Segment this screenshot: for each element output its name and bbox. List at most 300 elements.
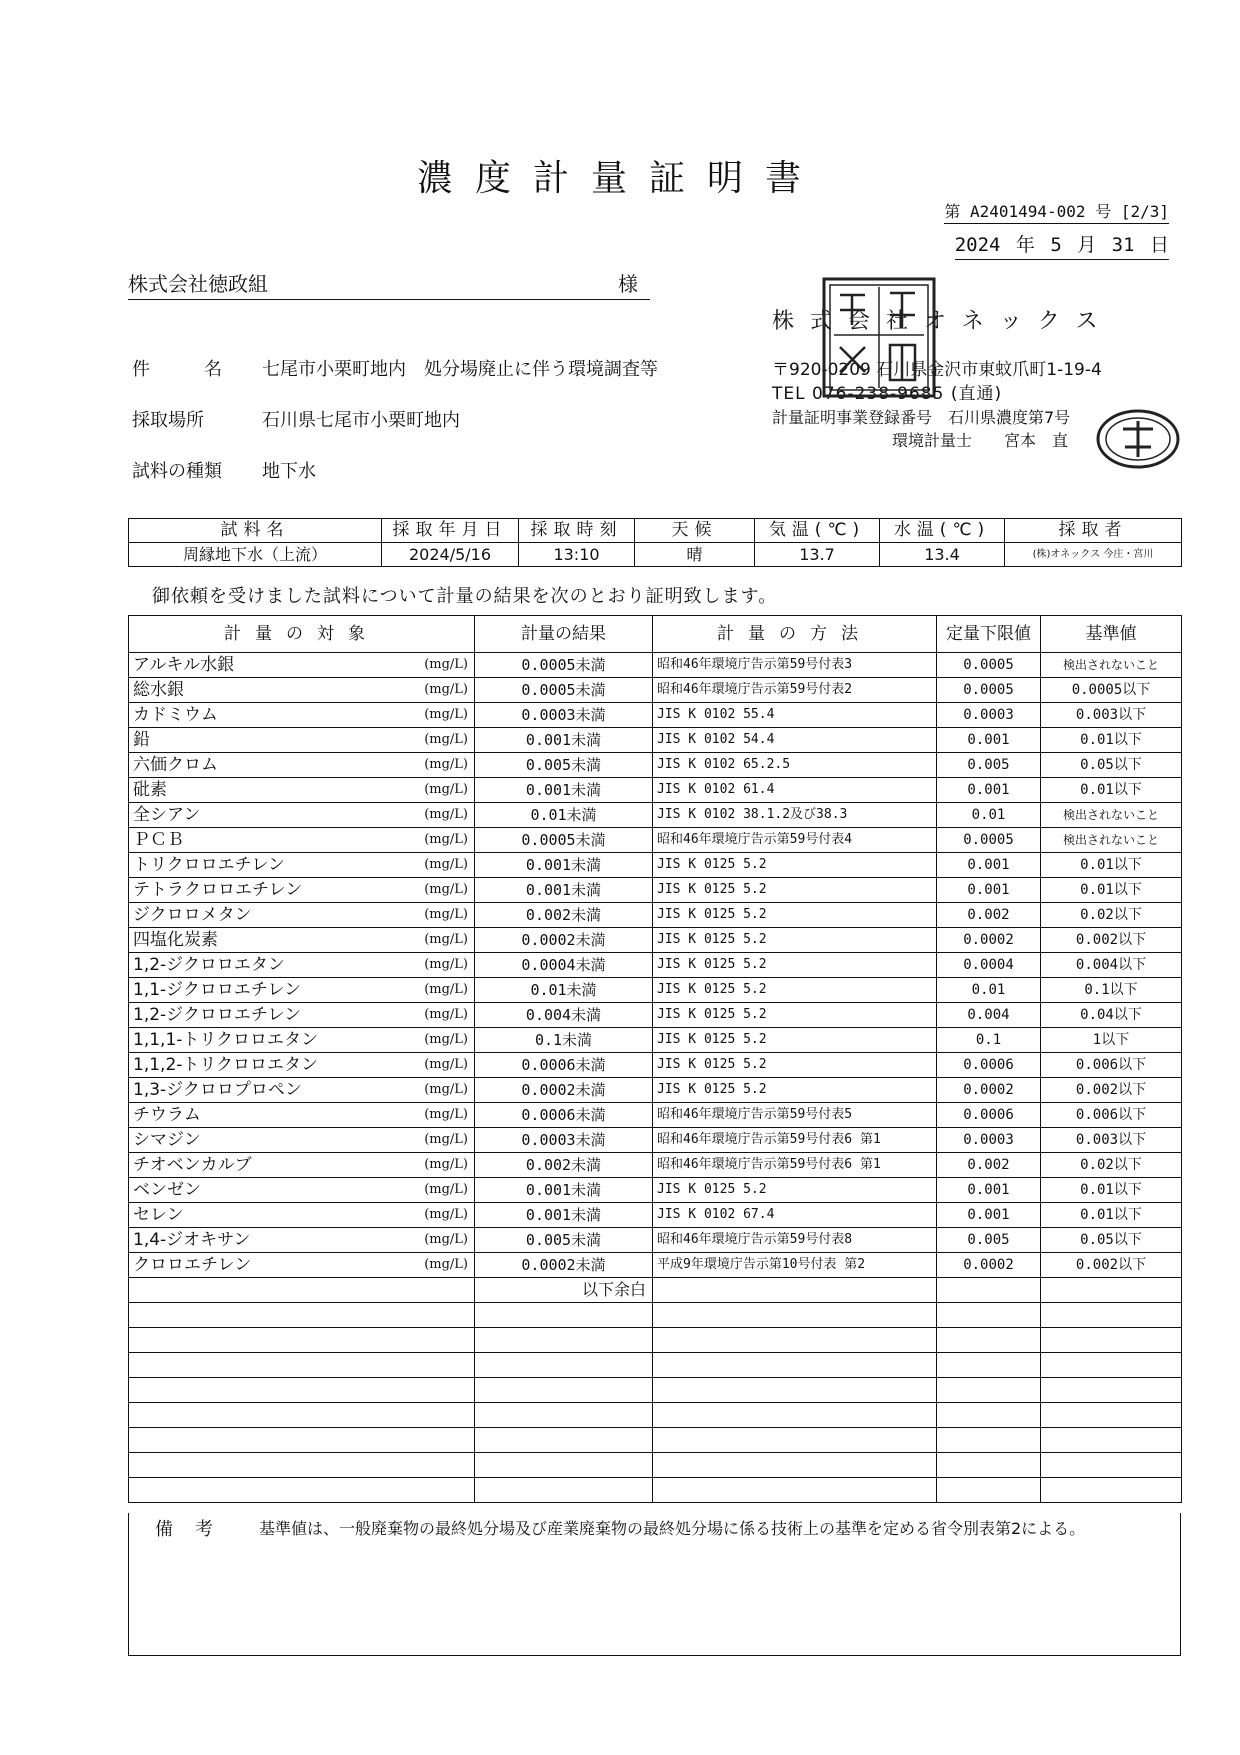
table-row — [129, 728, 1182, 753]
item-label: アルキル水銀 — [133, 655, 235, 675]
method-value: JIS K 0102 55.4 — [653, 703, 937, 728]
blank-cell — [1041, 1403, 1182, 1428]
unit-label: (mg/L) — [424, 1207, 468, 1222]
blank-cell — [1041, 1478, 1182, 1503]
method-value: 昭和46年環境庁告示第59号付表8 — [653, 1228, 937, 1253]
blank-cell — [937, 1378, 1041, 1403]
table-row — [129, 1228, 1182, 1253]
standard-value: 0.003以下 — [1041, 1128, 1182, 1153]
remarks-label: 備考 — [155, 1519, 235, 1540]
standard-value: 0.004以下 — [1041, 953, 1182, 978]
item-label: トリクロロエチレン — [133, 855, 285, 875]
unit-label: (mg/L) — [424, 1107, 468, 1122]
table-row — [129, 1103, 1182, 1128]
method-value: JIS K 0125 5.2 — [653, 953, 937, 978]
unit-label: (mg/L) — [424, 782, 468, 797]
result-value: 0.001未満 — [475, 878, 653, 903]
result-value: 0.005未満 — [475, 1228, 653, 1253]
standard-value: 0.01以下 — [1041, 878, 1182, 903]
remarks-text: 基準値は、一般廃棄物の最終処分場及び産業廃棄物の最終処分場に係る技術上の基準を定める省令別表第2による。 — [259, 1519, 1086, 1538]
limit-value: 0.0002 — [937, 1078, 1041, 1103]
standard-value: 0.0005以下 — [1041, 678, 1182, 703]
result-value: 0.0006未満 — [475, 1103, 653, 1128]
blank-cell — [653, 1403, 937, 1428]
blank-cell — [1041, 1328, 1182, 1353]
item-name — [129, 828, 475, 853]
blank-cell — [653, 1428, 937, 1453]
standard-value: 0.01以下 — [1041, 728, 1182, 753]
blank-cell — [653, 1303, 937, 1328]
limit-value: 0.001 — [937, 778, 1041, 803]
item-label: 六価クロム — [133, 755, 218, 775]
item-label: ＰＣＢ — [133, 830, 184, 850]
limit-value: 0.0002 — [937, 928, 1041, 953]
item-name — [129, 928, 475, 953]
result-value: 0.001未満 — [475, 1203, 653, 1228]
item-name — [129, 1203, 475, 1228]
certifier-name: 環境計量士 宮本 直 — [892, 431, 1069, 450]
result-value: 0.001未満 — [475, 778, 653, 803]
limit-value: 0.001 — [937, 1203, 1041, 1228]
sampler: (株)オネックス 今庄・宮川 — [1005, 543, 1182, 567]
standard-value: 0.002以下 — [1041, 1078, 1182, 1103]
result-value: 0.001未満 — [475, 1178, 653, 1203]
item-label: 1,1,1-トリクロロエタン — [133, 1030, 319, 1050]
blank-cell — [653, 1278, 937, 1303]
unit-label: (mg/L) — [424, 757, 468, 772]
method-value: 昭和46年環境庁告示第59号付表4 — [653, 828, 937, 853]
blank-cell — [475, 1378, 653, 1403]
blank-cell — [129, 1278, 475, 1303]
result-value: 0.0005未満 — [475, 653, 653, 678]
certificate-number: 第 A2401494-002 号 [2/3] — [944, 199, 1169, 224]
item-name — [129, 1153, 475, 1178]
sample-type-label: 試料の種類 — [132, 461, 222, 482]
results-table — [128, 615, 1182, 1503]
method-value: JIS K 0102 65.2.5 — [653, 753, 937, 778]
blank-cell — [937, 1328, 1041, 1353]
unit-label: (mg/L) — [424, 1132, 468, 1147]
blank-cell — [475, 1303, 653, 1328]
header-cell: 天候 — [635, 519, 755, 543]
table-row — [129, 853, 1182, 878]
blank-row — [129, 1478, 1182, 1503]
limit-value: 0.001 — [937, 728, 1041, 753]
subject-label: 件 名 — [132, 359, 222, 380]
end-row — [129, 1278, 1182, 1303]
blank-cell — [937, 1303, 1041, 1328]
table-row — [129, 1003, 1182, 1028]
unit-label: (mg/L) — [424, 932, 468, 947]
item-name — [129, 978, 475, 1003]
blank-cell — [129, 1303, 475, 1328]
blank-cell — [1041, 1353, 1182, 1378]
item-name — [129, 1228, 475, 1253]
item-label: 四塩化炭素 — [133, 930, 218, 950]
item-name — [129, 753, 475, 778]
method-value: JIS K 0125 5.2 — [653, 1028, 937, 1053]
result-value: 0.0002未満 — [475, 1078, 653, 1103]
sample-time: 13:10 — [519, 543, 635, 567]
table-row — [129, 1178, 1182, 1203]
blank-cell — [653, 1328, 937, 1353]
blank-cell — [937, 1478, 1041, 1503]
item-name — [129, 1053, 475, 1078]
standard-value: 検出されないこと — [1041, 653, 1182, 678]
blank-row — [129, 1403, 1182, 1428]
limit-value: 0.005 — [937, 1228, 1041, 1253]
header-cell: 計量の対象 — [129, 616, 475, 653]
registration-number: 計量証明事業登録番号 石川県濃度第7号 — [772, 408, 1071, 427]
result-value: 0.0003未満 — [475, 703, 653, 728]
standard-value: 検出されないこと — [1041, 828, 1182, 853]
result-value: 0.0003未満 — [475, 1128, 653, 1153]
method-value: JIS K 0125 5.2 — [653, 928, 937, 953]
result-value: 0.004未満 — [475, 1003, 653, 1028]
blank-cell — [1041, 1453, 1182, 1478]
blank-cell — [653, 1353, 937, 1378]
item-label: 1,1-ジクロロエチレン — [133, 980, 302, 1000]
standard-value: 0.002以下 — [1041, 928, 1182, 953]
unit-label: (mg/L) — [424, 1182, 468, 1197]
item-label: カドミウム — [133, 705, 218, 725]
method-value: JIS K 0125 5.2 — [653, 903, 937, 928]
blank-cell — [937, 1403, 1041, 1428]
blank-row — [129, 1453, 1182, 1478]
blank-cell — [475, 1453, 653, 1478]
limit-value: 0.004 — [937, 1003, 1041, 1028]
method-value: 平成9年環境庁告示第10号付表 第2 — [653, 1253, 937, 1278]
table-row — [129, 803, 1182, 828]
end-mark: 以下余白 — [475, 1278, 653, 1303]
unit-label: (mg/L) — [424, 907, 468, 922]
method-value: JIS K 0125 5.2 — [653, 978, 937, 1003]
table-row — [129, 778, 1182, 803]
blank-row — [129, 1303, 1182, 1328]
blank-cell — [937, 1428, 1041, 1453]
method-value: JIS K 0102 38.1.2及び38.3 — [653, 803, 937, 828]
blank-cell — [129, 1328, 475, 1353]
result-value: 0.1未満 — [475, 1028, 653, 1053]
table-row — [129, 978, 1182, 1003]
item-name — [129, 1253, 475, 1278]
limit-value: 0.01 — [937, 978, 1041, 1003]
issue-date: 2024 年 5 月 31 日 — [955, 230, 1169, 260]
item-label: チオベンカルブ — [133, 1155, 252, 1175]
results-header — [129, 616, 1182, 653]
item-label: ジクロロメタン — [133, 905, 252, 925]
limit-value: 0.01 — [937, 803, 1041, 828]
limit-value: 0.0002 — [937, 1253, 1041, 1278]
limit-value: 0.0006 — [937, 1103, 1041, 1128]
blank-cell — [475, 1403, 653, 1428]
sample-table-row — [129, 543, 1182, 567]
limit-value: 0.005 — [937, 753, 1041, 778]
unit-label: (mg/L) — [424, 857, 468, 872]
item-label: 1,4-ジオキサン — [133, 1230, 251, 1250]
blank-cell — [937, 1453, 1041, 1478]
standard-value: 0.006以下 — [1041, 1053, 1182, 1078]
blank-cell — [475, 1478, 653, 1503]
table-row — [129, 928, 1182, 953]
client-name: 株式会社徳政組 — [128, 272, 268, 296]
blank-cell — [653, 1478, 937, 1503]
limit-value: 0.0005 — [937, 828, 1041, 853]
standard-value: 0.01以下 — [1041, 853, 1182, 878]
client-honorific: 様 — [618, 272, 638, 296]
table-row — [129, 878, 1182, 903]
item-name — [129, 803, 475, 828]
table-row — [129, 953, 1182, 978]
unit-label: (mg/L) — [424, 1257, 468, 1272]
standard-value: 0.002以下 — [1041, 1253, 1182, 1278]
table-row — [129, 1128, 1182, 1153]
item-name — [129, 778, 475, 803]
standard-value: 1以下 — [1041, 1028, 1182, 1053]
item-label: ベンゼン — [133, 1180, 201, 1200]
standard-value: 0.02以下 — [1041, 903, 1182, 928]
header-cell: 試料名 — [129, 519, 382, 543]
water-temp: 13.4 — [880, 543, 1005, 567]
blank-row — [129, 1378, 1182, 1403]
item-label: クロロエチレン — [133, 1255, 252, 1275]
table-row — [129, 753, 1182, 778]
blank-cell — [475, 1328, 653, 1353]
unit-label: (mg/L) — [424, 682, 468, 697]
result-value: 0.01未満 — [475, 978, 653, 1003]
subject-value: 七尾市小栗町地内 処分場廃止に伴う環境調査等 — [262, 359, 658, 380]
sample-info-table — [128, 518, 1182, 567]
limit-value: 0.0005 — [937, 653, 1041, 678]
limit-value: 0.1 — [937, 1028, 1041, 1053]
item-name — [129, 1128, 475, 1153]
result-value: 0.0005未満 — [475, 828, 653, 853]
item-name — [129, 1078, 475, 1103]
sample-date: 2024/5/16 — [382, 543, 519, 567]
limit-value: 0.0006 — [937, 1053, 1041, 1078]
result-value: 0.002未満 — [475, 903, 653, 928]
method-value: 昭和46年環境庁告示第59号付表6 第1 — [653, 1128, 937, 1153]
result-value: 0.005未満 — [475, 753, 653, 778]
item-label: チウラム — [133, 1105, 201, 1125]
item-name — [129, 878, 475, 903]
item-label: 1,2-ジクロロエタン — [133, 955, 285, 975]
item-name — [129, 728, 475, 753]
issuer-company: 株式会社オネックス — [772, 309, 1114, 334]
table-row — [129, 903, 1182, 928]
standard-value: 0.006以下 — [1041, 1103, 1182, 1128]
table-row — [129, 1153, 1182, 1178]
issuer-address: 〒920-0209 石川県金沢市東蚊爪町1-19-4 — [772, 360, 1102, 380]
item-name — [129, 1028, 475, 1053]
item-name — [129, 1003, 475, 1028]
method-value: JIS K 0125 5.2 — [653, 878, 937, 903]
item-label: 鉛 — [133, 730, 150, 750]
unit-label: (mg/L) — [424, 832, 468, 847]
header-cell: 定量下限値 — [937, 616, 1041, 653]
method-value: 昭和46年環境庁告示第59号付表3 — [653, 653, 937, 678]
unit-label: (mg/L) — [424, 807, 468, 822]
method-value: 昭和46年環境庁告示第59号付表6 第1 — [653, 1153, 937, 1178]
limit-value: 0.001 — [937, 853, 1041, 878]
location-value: 石川県七尾市小栗町地内 — [262, 410, 460, 431]
unit-label: (mg/L) — [424, 957, 468, 972]
standard-value: 0.01以下 — [1041, 1203, 1182, 1228]
item-name — [129, 678, 475, 703]
item-label: 総水銀 — [133, 680, 184, 700]
result-value: 0.0002未満 — [475, 1253, 653, 1278]
sample-weather: 晴 — [635, 543, 755, 567]
standard-value: 0.003以下 — [1041, 703, 1182, 728]
sample-name: 周縁地下水（上流） — [129, 543, 382, 567]
blank-row — [129, 1328, 1182, 1353]
method-value: JIS K 0102 54.4 — [653, 728, 937, 753]
blank-cell — [1041, 1278, 1182, 1303]
document-title: 濃度計量証明書 — [416, 158, 823, 199]
standard-value: 0.05以下 — [1041, 1228, 1182, 1253]
limit-value: 0.0003 — [937, 1128, 1041, 1153]
blank-cell — [129, 1353, 475, 1378]
blank-cell — [129, 1428, 475, 1453]
method-value: JIS K 0125 5.2 — [653, 1078, 937, 1103]
result-value: 0.01未満 — [475, 803, 653, 828]
blank-cell — [937, 1353, 1041, 1378]
sample-type-value: 地下水 — [262, 461, 316, 482]
blank-row — [129, 1428, 1182, 1453]
unit-label: (mg/L) — [424, 1057, 468, 1072]
result-value: 0.001未満 — [475, 728, 653, 753]
unit-label: (mg/L) — [424, 732, 468, 747]
item-label: 砒素 — [133, 780, 167, 800]
certifier-seal — [1093, 407, 1183, 471]
standard-value: 0.04以下 — [1041, 1003, 1182, 1028]
limit-value: 0.0003 — [937, 703, 1041, 728]
unit-label: (mg/L) — [424, 1007, 468, 1022]
blank-cell — [129, 1403, 475, 1428]
standard-value: 0.1以下 — [1041, 978, 1182, 1003]
standard-value: 0.01以下 — [1041, 1178, 1182, 1203]
limit-value: 0.001 — [937, 878, 1041, 903]
table-row — [129, 1053, 1182, 1078]
header-cell: 気温(℃) — [755, 519, 880, 543]
method-value: 昭和46年環境庁告示第59号付表2 — [653, 678, 937, 703]
blank-cell — [1041, 1303, 1182, 1328]
method-value: JIS K 0102 61.4 — [653, 778, 937, 803]
table-row — [129, 1203, 1182, 1228]
blank-row — [129, 1353, 1182, 1378]
result-value: 0.0002未満 — [475, 928, 653, 953]
limit-value: 0.0004 — [937, 953, 1041, 978]
sample-table-header — [129, 519, 1182, 543]
limit-value: 0.0005 — [937, 678, 1041, 703]
unit-label: (mg/L) — [424, 1082, 468, 1097]
item-label: シマジン — [133, 1130, 201, 1150]
result-value: 0.002未満 — [475, 1153, 653, 1178]
certification-statement: 御依頼を受けました試料について計量の結果を次のとおり証明致します。 — [152, 586, 778, 607]
location-label: 採取場所 — [132, 410, 204, 431]
method-value: JIS K 0125 5.2 — [653, 1178, 937, 1203]
item-label: 1,3-ジクロロプロペン — [133, 1080, 302, 1100]
method-value: JIS K 0125 5.2 — [653, 1053, 937, 1078]
standard-value: 0.05以下 — [1041, 753, 1182, 778]
header-cell: 採取者 — [1005, 519, 1182, 543]
method-value: JIS K 0102 67.4 — [653, 1203, 937, 1228]
item-label: テトラクロロエチレン — [133, 880, 303, 900]
issuer-tel: TEL 076-238-9685 (直通) — [772, 384, 1003, 404]
item-name — [129, 903, 475, 928]
item-name — [129, 653, 475, 678]
unit-label: (mg/L) — [424, 1232, 468, 1247]
header-cell: 計量の方法 — [653, 616, 937, 653]
standard-value: 0.01以下 — [1041, 778, 1182, 803]
item-name — [129, 1103, 475, 1128]
item-name — [129, 703, 475, 728]
unit-label: (mg/L) — [424, 1157, 468, 1172]
blank-cell — [1041, 1378, 1182, 1403]
unit-label: (mg/L) — [424, 982, 468, 997]
blank-cell — [129, 1453, 475, 1478]
company-seal-stamp — [820, 275, 938, 400]
header-cell: 基準値 — [1041, 616, 1182, 653]
blank-cell — [937, 1278, 1041, 1303]
method-value: JIS K 0125 5.2 — [653, 1003, 937, 1028]
header-cell: 採取年月日 — [382, 519, 519, 543]
standard-value: 検出されないこと — [1041, 803, 1182, 828]
item-name — [129, 953, 475, 978]
header-cell: 水温(℃) — [880, 519, 1005, 543]
table-row — [129, 678, 1182, 703]
remarks-box — [128, 1513, 1181, 1656]
table-row — [129, 703, 1182, 728]
item-label: 全シアン — [133, 805, 201, 825]
table-row — [129, 1078, 1182, 1103]
blank-cell — [129, 1378, 475, 1403]
blank-cell — [129, 1478, 475, 1503]
limit-value: 0.002 — [937, 1153, 1041, 1178]
unit-label: (mg/L) — [424, 1032, 468, 1047]
table-row — [129, 653, 1182, 678]
method-value: JIS K 0125 5.2 — [653, 853, 937, 878]
blank-cell — [475, 1428, 653, 1453]
item-name — [129, 853, 475, 878]
method-value: 昭和46年環境庁告示第59号付表5 — [653, 1103, 937, 1128]
header-cell: 計量の結果 — [475, 616, 653, 653]
limit-value: 0.002 — [937, 903, 1041, 928]
item-name — [129, 1178, 475, 1203]
table-row — [129, 828, 1182, 853]
blank-cell — [1041, 1428, 1182, 1453]
result-value: 0.0006未満 — [475, 1053, 653, 1078]
unit-label: (mg/L) — [424, 707, 468, 722]
unit-label: (mg/L) — [424, 657, 468, 672]
result-value: 0.001未満 — [475, 853, 653, 878]
blank-cell — [653, 1378, 937, 1403]
item-label: 1,2-ジクロロエチレン — [133, 1005, 302, 1025]
result-value: 0.0005未満 — [475, 678, 653, 703]
standard-value: 0.02以下 — [1041, 1153, 1182, 1178]
table-row — [129, 1028, 1182, 1053]
item-label: 1,1,2-トリクロロエタン — [133, 1055, 319, 1075]
blank-cell — [475, 1353, 653, 1378]
item-label: セレン — [133, 1205, 184, 1225]
table-row — [129, 1253, 1182, 1278]
unit-label: (mg/L) — [424, 882, 468, 897]
blank-cell — [653, 1453, 937, 1478]
air-temp: 13.7 — [755, 543, 880, 567]
result-value: 0.0004未満 — [475, 953, 653, 978]
limit-value: 0.001 — [937, 1178, 1041, 1203]
client-line — [128, 268, 650, 300]
